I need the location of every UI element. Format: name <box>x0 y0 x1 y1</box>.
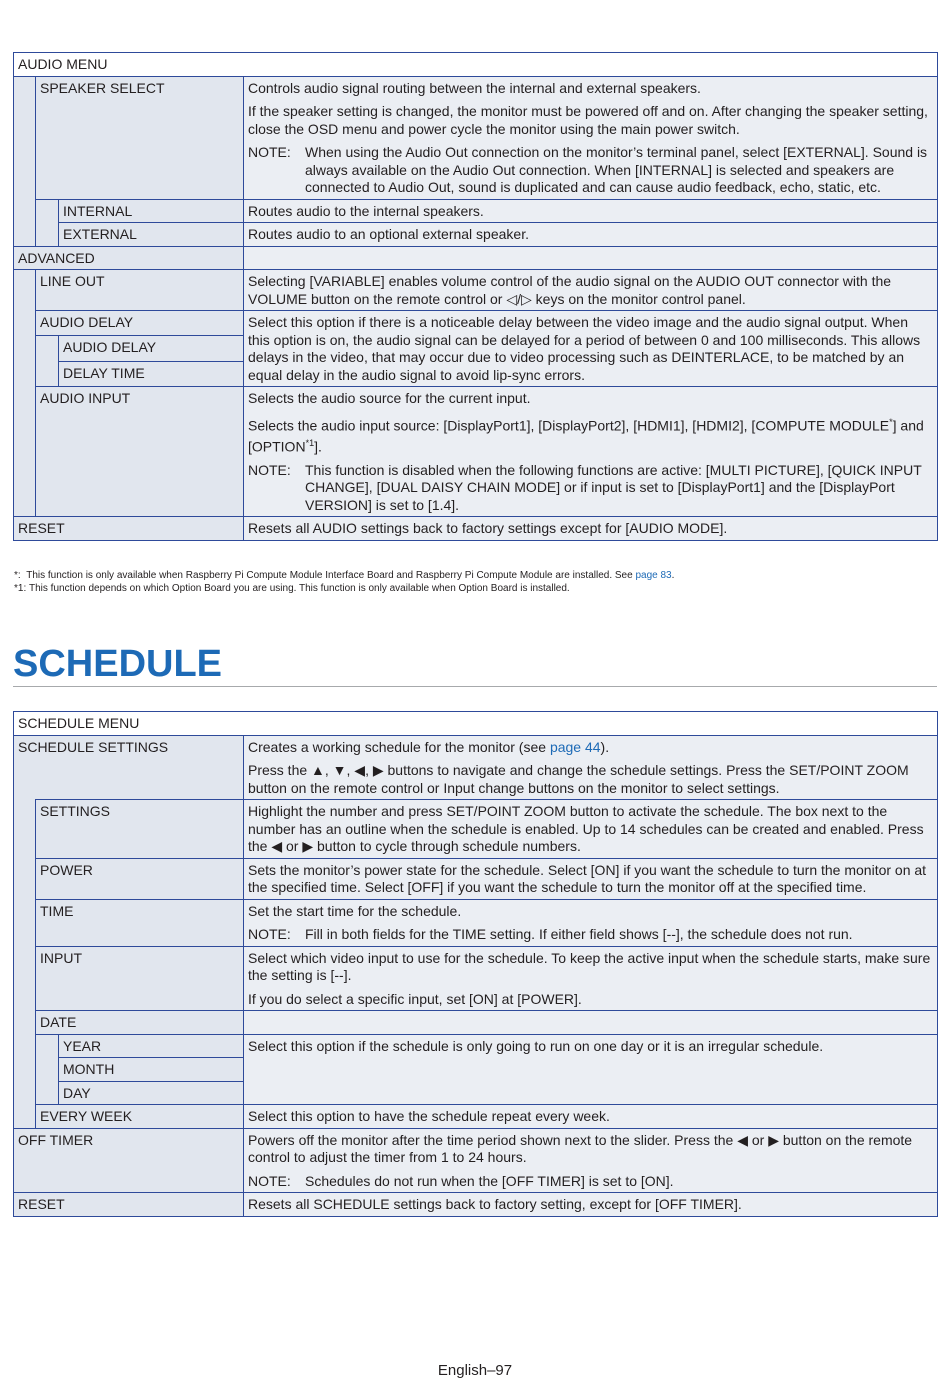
input-desc <box>244 946 938 1011</box>
section-divider <box>13 686 937 687</box>
line-out-label: LINE OUT <box>36 270 244 311</box>
speaker-select-p1: Controls audio signal routing between the internal and external speakers. <box>248 79 701 96</box>
audio-delay-label: AUDIO DELAY <box>36 311 244 336</box>
speaker-select-note: NOTE: When using the Audio Out connection on the monitor’s terminal panel, select [EXTERNAL]. Sound is always available on the Audio Out connection. When [INTERNAL] is selected and speakers are connected to Audio Out, sound is duplicated and can cause audio feedback, echo, static, etc. <box>248 144 928 195</box>
power-row <box>14 858 938 899</box>
settings-desc: Highlight the number and press SET/POINT ZOOM button to activate the schedule. The box next to the number has an outline when the schedule is enabled. Up to 14 schedules can be created and enabled. Press the ◀ or ▶ button to cycle through schedule numbers. <box>244 800 938 859</box>
audio-menu-table <box>13 52 938 541</box>
audio-input-desc <box>244 387 938 517</box>
date-blank <box>244 1011 938 1035</box>
time-row <box>14 899 938 946</box>
audio-delay-sub-label: AUDIO DELAY <box>59 336 244 361</box>
off-timer-row <box>14 1128 938 1193</box>
external-desc: Routes audio to an optional external speaker. <box>244 223 938 247</box>
audio-reset-label: RESET <box>14 517 244 541</box>
audio-delay-row <box>14 311 938 336</box>
year-row <box>14 1034 938 1058</box>
schedule-settings-p1: Creates a working schedule for the monitor (see page 44). <box>248 738 610 755</box>
time-p1: Set the start time for the schedule. <box>248 902 462 919</box>
every-week-row <box>14 1105 938 1129</box>
date-row <box>14 1011 938 1035</box>
speaker-select-desc <box>244 76 938 199</box>
audio-menu-header: AUDIO MENU <box>14 53 938 77</box>
schedule-menu-table <box>13 711 938 1217</box>
audio-input-row <box>14 387 938 517</box>
input-row <box>14 946 938 1011</box>
audio-reset-desc: Resets all AUDIO settings back to factory settings except for [AUDIO MODE]. <box>244 517 938 541</box>
schedule-reset-label: RESET <box>14 1193 244 1217</box>
month-label: MONTH <box>59 1058 244 1082</box>
date-label: DATE <box>36 1011 244 1035</box>
schedule-section-title: SCHEDULE <box>13 643 223 685</box>
page-number: English–97 <box>437 1362 513 1379</box>
day-label: DAY <box>59 1081 244 1105</box>
audio-input-p2: Selects the audio input source: [DisplayPort1], [DisplayPort2], [HDMI1], [HDMI2], [COMPUTE MODULE*] and [OPTION$^{*1}$]. <box>248 416 924 455</box>
every-week-desc: Select this option to have the schedule repeat every week. <box>244 1105 938 1129</box>
input-label: INPUT <box>36 946 244 1011</box>
audio-delay-desc: Select this option if there is a noticeable delay between the video image and the audio signal output. When this option is on, the audio signal can be delayed for a period of between 0 and 100 milliseconds. This allows delays in the video, that may occur due to video processing such as DEINTERLACE, to be matched by an equal delay in the audio signal to avoid lip-sync errors. <box>244 311 938 387</box>
external-label: EXTERNAL <box>59 223 244 247</box>
audio-input-note: NOTE: This function is disabled when the following functions are active: [MULTI PICTURE], [QUICK INPUT CHANGE], [DUAL DAISY CHAIN MODE] or if input is set to [DisplayPort1] and the [DisplayPort VERSION] is set to [1.4]. <box>248 461 922 513</box>
schedule-reset-row <box>14 1193 938 1217</box>
power-desc: Sets the monitor’s power state for the schedule. Select [ON] if you want the schedule to turn the monitor on at the specified time. Select [OFF] if you want the schedule to turn the monitor off at the specified time. <box>244 858 938 899</box>
input-p2: If you do select a specific input, set [ON] at [POWER]. <box>248 990 582 1007</box>
every-week-label: EVERY WEEK <box>36 1105 244 1129</box>
schedule-settings-p2: Press the ▲, ▼, ◀, ▶ buttons to navigate and change the schedule settings. Press the SET/POINT ZOOM button on the remote control or Input change buttons on the monitor to select settings. <box>248 762 909 796</box>
settings-row <box>14 800 938 859</box>
footnote-page-link[interactable]: page 83 <box>635 570 672 581</box>
speaker-select-label: SPEAKER SELECT <box>36 76 244 199</box>
audio-reset-row <box>14 517 938 541</box>
schedule-menu-header-row <box>14 712 938 736</box>
footnote-1: *: This function is only available when Raspberry Pi Compute Module Interface Board and Raspberry Pi Compute Module are installed. See page 83. <box>14 570 675 581</box>
speaker-select-p2: If the speaker setting is changed, the monitor must be powered off and on. After changing the speaker setting, close the OSD menu and power cycle the monitor using the main power switch. <box>248 103 928 137</box>
audio-input-label: AUDIO INPUT <box>36 387 244 517</box>
schedule-reset-desc: Resets all SCHEDULE settings back to factory setting, except for [OFF TIMER]. <box>244 1193 938 1217</box>
line-out-desc: Selecting [VARIABLE] enables volume control of the audio signal on the AUDIO OUT connector with the VOLUME button on the remote control or ◁/▷ keys on the monitor control panel. <box>244 270 938 311</box>
internal-desc: Routes audio to the internal speakers. <box>244 199 938 223</box>
internal-row <box>14 199 938 223</box>
schedule-page-link[interactable]: page 44 <box>549 738 601 755</box>
audio-menu-header-row <box>14 53 938 77</box>
line-out-row <box>14 270 938 311</box>
advanced-label: ADVANCED <box>14 246 244 270</box>
year-label: YEAR <box>59 1034 244 1058</box>
schedule-settings-label: SCHEDULE SETTINGS <box>14 735 244 800</box>
advanced-row <box>14 246 938 270</box>
internal-label: INTERNAL <box>59 199 244 223</box>
power-label: POWER <box>36 858 244 899</box>
audio-input-p1: Selects the audio source for the current input. <box>248 390 531 406</box>
speaker-select-row <box>14 76 938 199</box>
schedule-settings-desc <box>244 735 938 800</box>
off-timer-note: NOTE: Schedules do not run when the [OFF TIMER] is set to [ON]. <box>248 1172 674 1189</box>
external-row <box>14 223 938 247</box>
settings-label: SETTINGS <box>36 800 244 859</box>
off-timer-label: OFF TIMER <box>14 1128 244 1193</box>
time-note: NOTE: Fill in both fields for the TIME setting. If either field shows [--], the schedule does not run. <box>248 926 853 942</box>
delay-time-label: DELAY TIME <box>59 361 244 386</box>
off-timer-p1: Powers off the monitor after the time period shown next to the slider. Press the ◀ or ▶ button on the remote control to adjust the timer from 1 to 24 hours. <box>248 1131 913 1165</box>
advanced-desc <box>244 246 938 270</box>
date-desc: Select this option if the schedule is only going to run on one day or it is an irregular schedule. <box>244 1034 938 1105</box>
footnote-2: *1: This function depends on which Option Board you are using. This function is only available when Option Board is installed. <box>14 583 570 594</box>
off-timer-desc <box>244 1128 938 1193</box>
time-desc <box>244 899 938 946</box>
schedule-settings-row <box>14 735 938 800</box>
time-label: TIME <box>36 899 244 946</box>
input-p1: Select which video input to use for the schedule. To keep the active input when the schedule starts, make sure the setting is [--]. <box>248 949 931 983</box>
schedule-menu-header: SCHEDULE MENU <box>14 712 938 736</box>
